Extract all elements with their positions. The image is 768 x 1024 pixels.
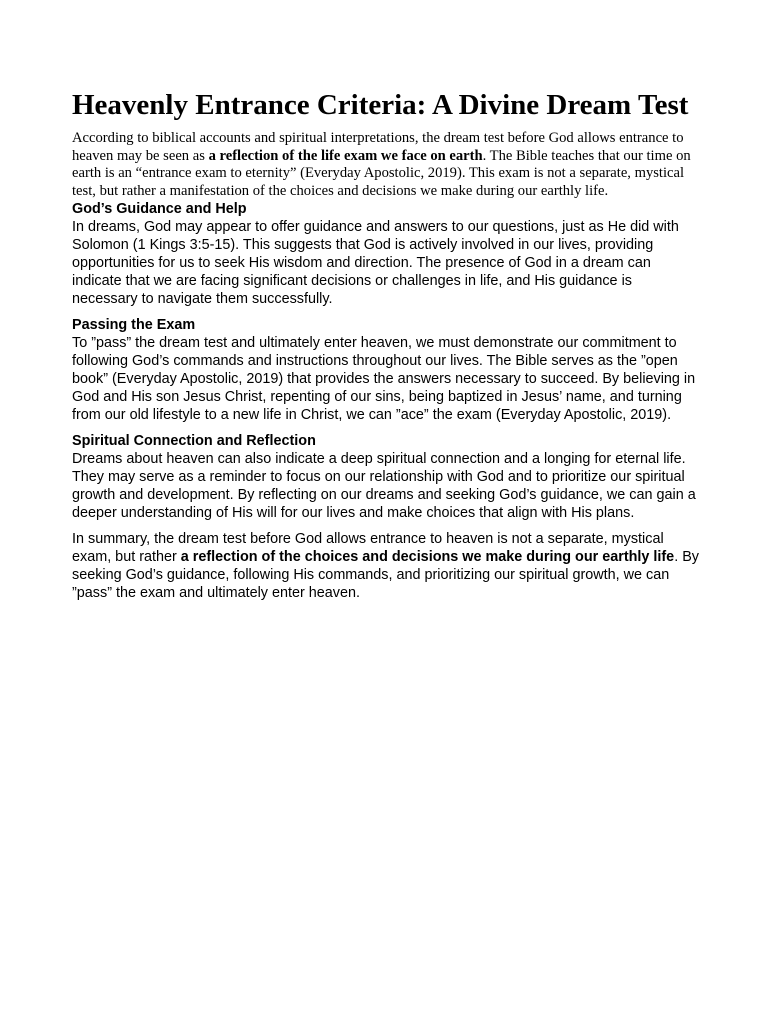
section-body: To ”pass” the dream test and ultimately enter heaven, we must demonstrate our commitment to following God’s commands and instructions throughout our lives. The Bible serves as the ”open book” (Everyday Apostolic, 2019) that provides the answers necessary to succeed. By believing in God and His son Jesus Christ, repenting of our sins, being baptized in Jesus’ name, and turning from our old lifestyle to a new life in Christ, we can ”ace” the exam (Everyday Apostolic, 2019). bbox=[72, 335, 696, 423]
section-body: Dreams about heaven can also indicate a deep spiritual connection and a longing for eternal life. They may serve as a reminder to focus on our relationship with God and to prioritize our spiritual growth and development. By reflecting on our dreams and seeking God’s guidance, we can gain a deeper understanding of His will for our lives and make choices that align with His plans. bbox=[72, 451, 696, 521]
section-gods-guidance bbox=[72, 200, 700, 308]
summary-emphasis: a reflection of the choices and decisions we make during our earthly life bbox=[180, 549, 675, 565]
intro-emphasis: a reflection of the life exam we face on earth bbox=[208, 147, 483, 164]
intro-text-end: . The Bible teaches that our time on earth is an “entrance exam to eternity” (Everyday Apostolic, 2019). This exam is not a separate, mystical test, but rather a manifestation of the choices and decisions we make during our earthly life. bbox=[72, 147, 691, 199]
section-heading: Passing the Exam bbox=[72, 317, 196, 333]
summary-text: In summary, the dream test before God allows entrance to heaven is not a separate, mystical exam, but rather bbox=[72, 531, 664, 565]
summary-paragraph bbox=[72, 530, 700, 602]
intro-paragraph bbox=[72, 130, 700, 200]
section-spiritual-connection bbox=[72, 432, 700, 522]
section-heading: Spiritual Connection and Reflection bbox=[72, 433, 316, 449]
section-heading: God’s Guidance and Help bbox=[72, 201, 247, 217]
intro-text: According to biblical accounts and spiritual interpretations, the dream test before God allows entrance to heaven may be seen as bbox=[72, 130, 684, 164]
summary-text-end: . By seeking God’s guidance, following His commands, and prioritizing our spiritual growth, we can ”pass” the exam and ultimately enter heaven. bbox=[72, 549, 699, 601]
document-title: Heavenly Entrance Criteria: A Divine Dream Test bbox=[72, 89, 689, 121]
section-body: In dreams, God may appear to offer guidance and answers to our questions, just as He did with Solomon (1 Kings 3:5-15). This suggests that God is actively involved in our lives, providing opportunities for us to seek His wisdom and direction. The presence of God in a dream can indicate that we are facing significant decisions or challenges in life, and His guidance is necessary to navigate them successfully. bbox=[72, 219, 679, 307]
section-passing-exam bbox=[72, 316, 700, 424]
document-page bbox=[72, 88, 700, 602]
